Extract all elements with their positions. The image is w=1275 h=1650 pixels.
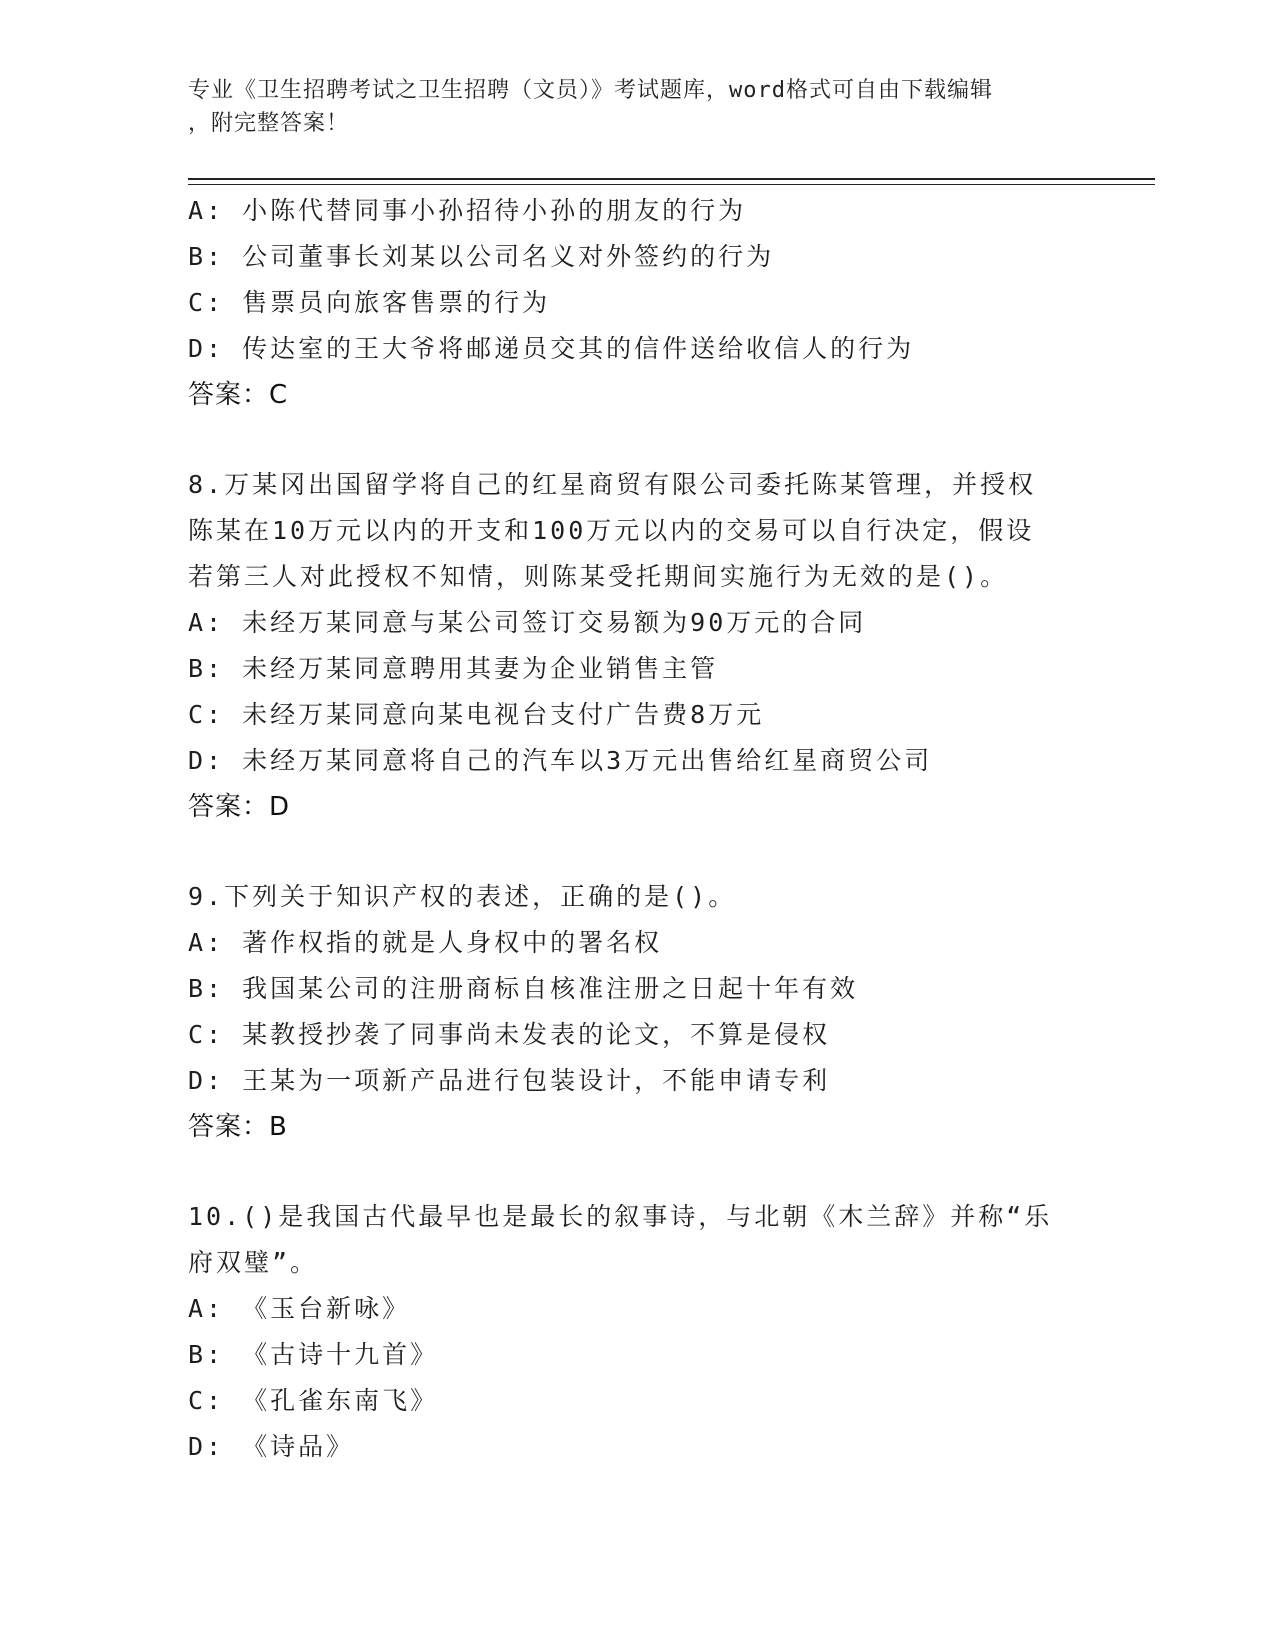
- question-8: [188, 462, 1088, 830]
- document-header: [188, 74, 1068, 140]
- option-c: C: 未经万某同意向某电视台支付广告费8万元: [188, 700, 765, 729]
- option-d: D: 传达室的王大爷将邮递员交其的信件送给收信人的行为: [188, 334, 915, 363]
- option-a: A: 小陈代替同事小孙招待小孙的朋友的行为: [188, 196, 747, 225]
- option-b: B: 公司董事长刘某以公司名义对外签约的行为: [188, 242, 775, 271]
- option-a: A: 著作权指的就是人身权中的署名权: [188, 928, 663, 957]
- option-b: B: 未经万某同意聘用其妻为企业销售主管: [188, 654, 719, 683]
- header-divider-thick: [188, 178, 1155, 180]
- question-list: [188, 188, 1088, 1470]
- answer: 答案：D: [188, 792, 291, 822]
- option-d: D: 《诗品》: [188, 1432, 355, 1461]
- question-stem-line: 府双璧”。: [188, 1248, 319, 1277]
- option-d: D: 王某为一项新产品进行包装设计，不能申请专利: [188, 1066, 831, 1095]
- question-10: [188, 1194, 1088, 1470]
- question-9: [188, 874, 1088, 1150]
- spacer: [188, 1150, 1088, 1194]
- option-a: A: 《玉台新咏》: [188, 1294, 411, 1323]
- option-d: D: 未经万某同意将自己的汽车以3万元出售给红星商贸公司: [188, 746, 933, 775]
- answer: 答案：C: [188, 380, 289, 410]
- option-b: B: 我国某公司的注册商标自核准注册之日起十年有效: [188, 974, 859, 1003]
- question-stem-line: 陈某在10万元以内的开支和100万元以内的交易可以自行决定，假设: [188, 516, 1035, 545]
- question-7: [188, 188, 1088, 418]
- option-a: A: 未经万某同意与某公司签订交易额为90万元的合同: [188, 608, 867, 637]
- question-stem-line: 9.下列关于知识产权的表述，正确的是()。: [188, 882, 737, 911]
- question-stem-line: 10.()是我国古代最早也是最长的叙事诗，与北朝《木兰辞》并称“乐: [188, 1202, 1053, 1231]
- header-title-line-2: ，附完整答案！: [188, 111, 350, 136]
- option-c: C: 售票员向旅客售票的行为: [188, 288, 551, 317]
- header-title-line-1: 专业《卫生招聘考试之卫生招聘（文员）》考试题库，word格式可自由下载编辑: [188, 78, 993, 103]
- option-c: C: 《孔雀东南飞》: [188, 1386, 439, 1415]
- question-stem-line: 若第三人对此授权不知情，则陈某受托期间实施行为无效的是()。: [188, 562, 1009, 591]
- header-divider-thin: [188, 184, 1155, 185]
- question-stem-line: 8.万某冈出国留学将自己的红星商贸有限公司委托陈某管理，并授权: [188, 470, 1037, 499]
- spacer: [188, 418, 1088, 462]
- answer: 答案：B: [188, 1112, 288, 1142]
- option-c: C: 某教授抄袭了同事尚未发表的论文，不算是侵权: [188, 1020, 831, 1049]
- option-b: B: 《古诗十九首》: [188, 1340, 439, 1369]
- spacer: [188, 830, 1088, 874]
